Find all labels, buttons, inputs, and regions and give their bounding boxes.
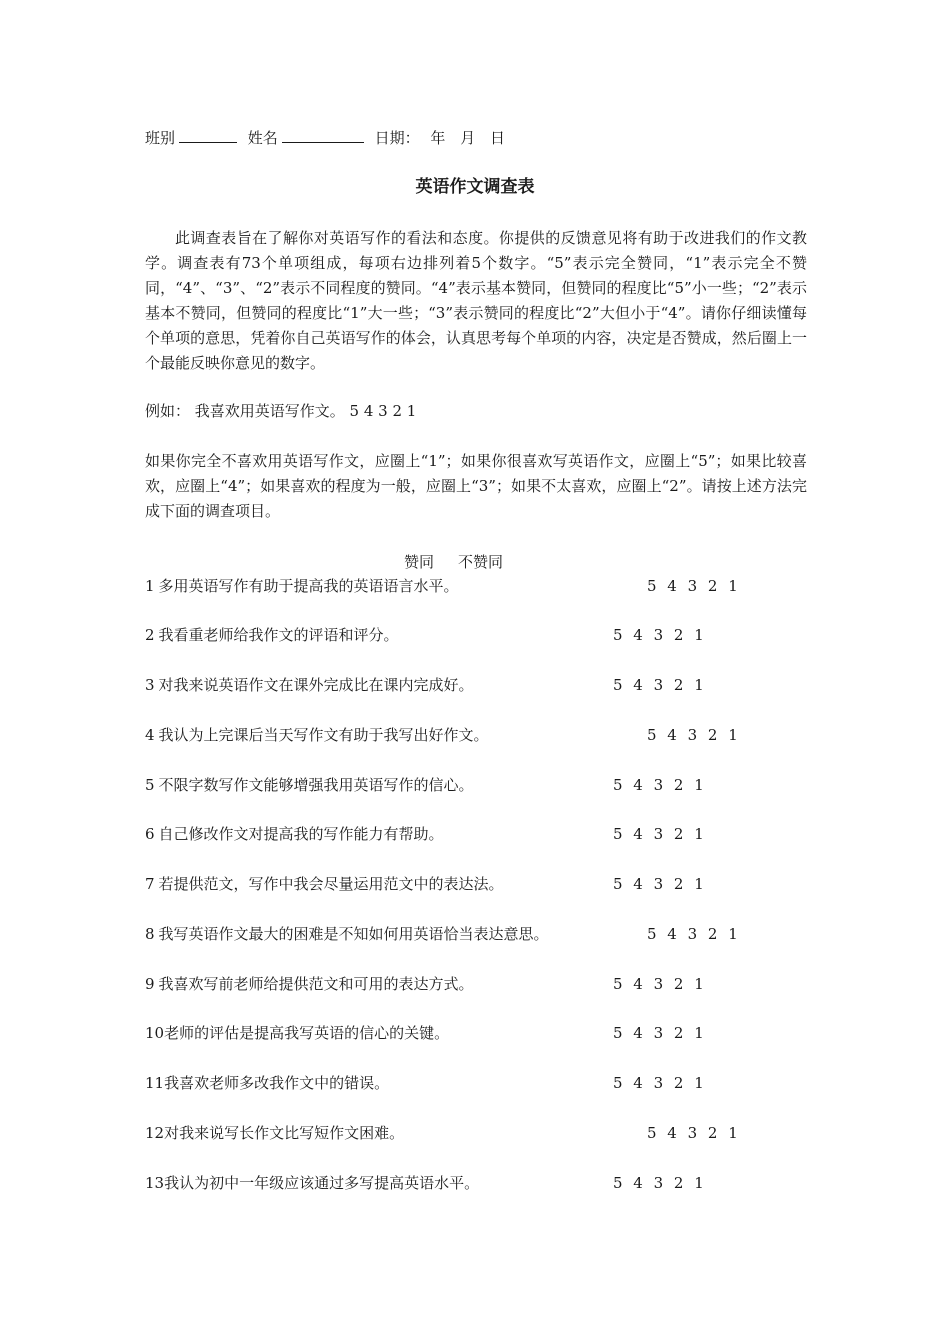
survey-item [145, 1171, 479, 1195]
item-number: 6 [145, 825, 155, 843]
item-text: 我认为上完课后当天写作文有助于我写出好作文。 [158, 726, 489, 744]
item-text: 老师的评估是提高我写英语的信心的关键。 [164, 1024, 450, 1042]
survey-item [145, 1071, 389, 1095]
rating-scale[interactable]: 5 4 3 2 1 [613, 1174, 704, 1192]
item-number: 1 [145, 577, 155, 595]
item-text: 我喜欢写前老师给提供范文和可用的表达方式。 [158, 975, 474, 993]
survey-item [145, 574, 459, 598]
item-number: 5 [145, 776, 155, 794]
example-line: 例如： 我喜欢用英语写作文。 5 4 3 2 1 [145, 402, 417, 420]
item-number: 13 [145, 1174, 165, 1192]
item-number: 12 [145, 1124, 165, 1142]
page-title: 英语作文调查表 [415, 177, 535, 197]
item-text: 我写英语作文最大的困难是不知如何用英语恰当表达意思。 [158, 925, 549, 943]
item-text: 多用英语写作有助于提高我的英语语言水平。 [158, 577, 459, 595]
survey-item [145, 972, 474, 996]
agree-label: 赞同 [404, 553, 435, 571]
survey-item [145, 623, 399, 647]
item-number: 2 [145, 626, 155, 644]
rating-scale[interactable]: 5 4 3 2 1 [613, 1024, 704, 1042]
rating-scale[interactable]: 5 4 3 2 1 [613, 1074, 704, 1092]
instruction-paragraph: 如果你完全不喜欢用英语写作文，应圈上“1”；如果你很喜欢写英语作文，应圈上“5”；如果比较喜欢，应圈上“4”；如果喜欢的程度为一般，应圈上“3”；如果不太喜欢，应圈上“2”。请按上述方法完成下面的调查项目。 [145, 452, 807, 520]
survey-item [145, 872, 504, 896]
rating-scale[interactable]: 5 4 3 2 1 [647, 925, 738, 943]
item-text: 我喜欢老师多改我作文中的错误。 [164, 1074, 390, 1092]
survey-item [145, 822, 444, 846]
date-label: 日期： [374, 129, 420, 147]
survey-item [145, 723, 489, 747]
day-label: 日 [489, 129, 505, 147]
rating-scale[interactable]: 5 4 3 2 1 [613, 825, 704, 843]
survey-item [145, 673, 474, 697]
rating-scale[interactable]: 5 4 3 2 1 [613, 626, 704, 644]
class-label: 班别 [145, 129, 176, 147]
item-text: 对我来说写长作文比写短作文困难。 [164, 1124, 405, 1142]
rating-scale[interactable]: 5 4 3 2 1 [647, 726, 738, 744]
intro-paragraph: 此调查表旨在了解你对英语写作的看法和态度。你提供的反馈意见将有助于改进我们的作文教学。调查表有73个单项组成，每项右边排列着5个数字。“5”表示完全赞同，“1”表示完全不赞同，“4”、“3”、“2”表示不同程度的赞同。“4”表示基本赞同，但赞同的程度比“5”小一些；“2”表示基本不赞同，但赞同的程度比“1”大一些；“3”表示赞同的程度比“2”大但小于“4”。请你仔细读懂每个单项的意思，凭着你自己英语写作的体会，认真思考每个单项的内容，决定是否赞成，然后圈上一个最能反映你意见的数字。 [145, 229, 807, 372]
rating-scale[interactable]: 5 4 3 2 1 [613, 875, 704, 893]
rating-scale[interactable]: 5 4 3 2 1 [613, 776, 704, 794]
class-blank[interactable] [179, 128, 237, 143]
name-label: 姓名 [247, 129, 278, 147]
year-label: 年 [430, 129, 446, 147]
survey-item [145, 1021, 449, 1045]
item-number: 11 [145, 1074, 165, 1092]
survey-item [145, 922, 549, 946]
scale-header [404, 550, 503, 574]
item-text: 不限字数写作文能够增强我用英语写作的信心。 [158, 776, 474, 794]
disagree-label: 不赞同 [458, 553, 504, 571]
item-number: 4 [145, 726, 155, 744]
name-blank[interactable] [282, 128, 364, 143]
item-text: 我看重老师给我作文的评语和评分。 [158, 626, 399, 644]
rating-scale[interactable]: 5 4 3 2 1 [647, 1124, 738, 1142]
header-info-line [145, 126, 505, 150]
rating-scale[interactable]: 5 4 3 2 1 [613, 676, 704, 694]
item-text: 对我来说英语作文在课外完成比在课内完成好。 [158, 676, 474, 694]
survey-item [145, 1121, 404, 1145]
rating-scale[interactable]: 5 4 3 2 1 [647, 577, 738, 595]
month-label: 月 [460, 129, 476, 147]
item-text: 若提供范文，写作中我会尽量运用范文中的表达法。 [158, 875, 504, 893]
item-number: 10 [145, 1024, 165, 1042]
item-number: 9 [145, 975, 155, 993]
item-text: 我认为初中一年级应该通过多写提高英语水平。 [164, 1174, 480, 1192]
rating-scale[interactable]: 5 4 3 2 1 [613, 975, 704, 993]
item-number: 3 [145, 676, 155, 694]
item-number: 7 [145, 875, 155, 893]
item-number: 8 [145, 925, 155, 943]
item-text: 自己修改作文对提高我的写作能力有帮助。 [158, 825, 444, 843]
survey-item [145, 773, 474, 797]
